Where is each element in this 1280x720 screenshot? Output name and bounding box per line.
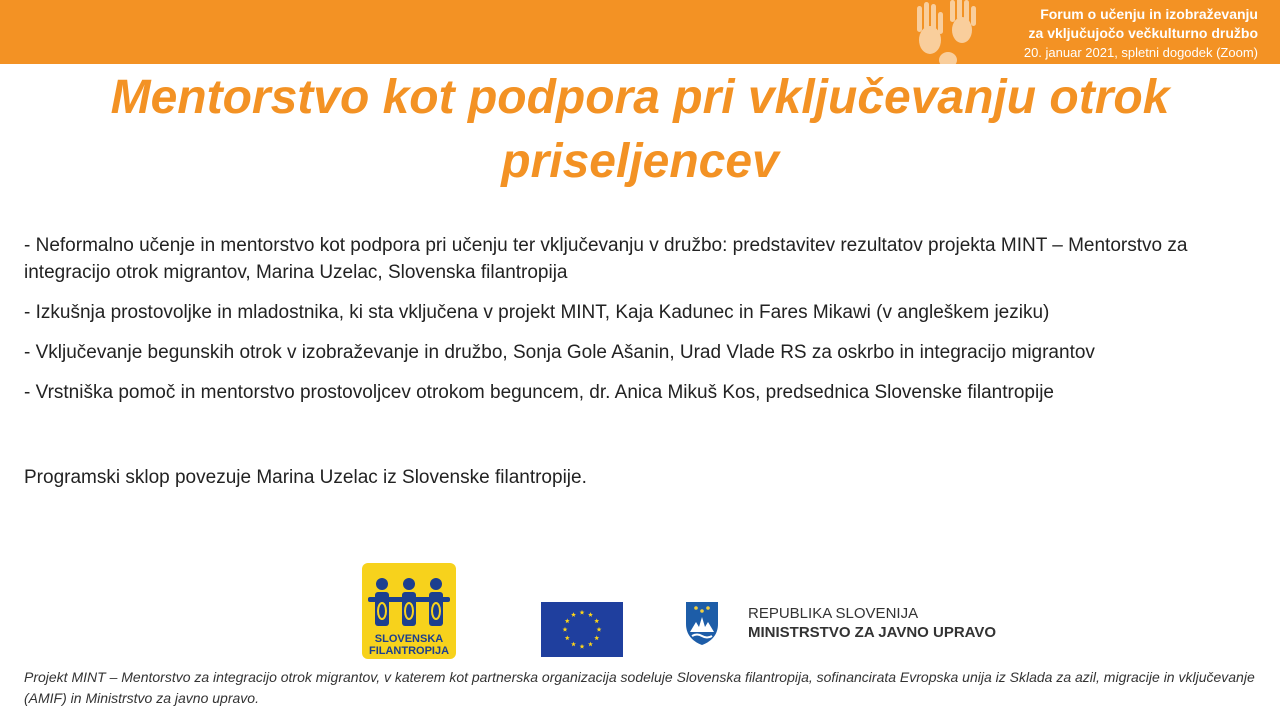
coordinator-note: Programski sklop povezuje Marina Uzelac iz Slovenske filantropije.: [24, 467, 587, 488]
ministry-logo-text: [748, 604, 1008, 642]
slovenska-filantropija-logo: [362, 563, 456, 659]
slovenia-coat-of-arms-icon: [682, 600, 722, 646]
filantropija-line1: SLOVENSKA: [374, 633, 444, 645]
filantropija-line2: FILANTROPIJA: [368, 645, 450, 657]
funding-note: Projekt MINT – Mentorstvo za integracijo otrok migrantov, v katerem kot partnerska organizacija sodeluje Slovenska filantropija, sofinancirata Evropska unija iz Sklada za azil, migracije in vključevanje (AMIF) in Ministrstvo za javno upravo.: [24, 669, 1255, 706]
ministry-line1: REPUBLIKA SLOVENIJA: [748, 605, 919, 622]
event-title-line2: za vključujočo večkulturno družbo: [1028, 25, 1258, 41]
list-item: - Vključevanje begunskih otrok v izobraževanje in družbo, Sonja Gole Ašanin, Urad Vlade RS za oskrbo in integracijo migrantov: [24, 342, 1095, 363]
header-bar: [0, 0, 1280, 64]
list-item: - Neformalno učenje in mentorstvo kot podpora pri učenju ter vključevanju v družbo: predstavitev rezultatov projekta MINT – Mentorstvo za integracijo otrok migrantov, Marina Uzelac, Slovenska filantropija: [24, 235, 1188, 283]
eu-flag-icon: [541, 602, 623, 657]
event-date: 20. januar 2021, spletni dogodek (Zoom): [1023, 45, 1258, 60]
event-title-line1: Forum o učenju in izobraževanju: [1040, 6, 1258, 22]
program-list: [24, 232, 1264, 419]
event-info: [958, 5, 1258, 62]
list-item: - Izkušnja prostovoljke in mladostnika, ki sta vključena v projekt MINT, Kaja Kadunec in Fares Mikawi (v angleškem jeziku): [24, 302, 1050, 323]
list-item: - Vrstniška pomoč in mentorstvo prostovoljcev otrokom beguncem, dr. Anica Mikuš Kos, predsednica Slovenske filantropije: [24, 382, 1054, 403]
ministry-line2: MINISTRSTVO ZA JAVNO UPRAVO: [748, 624, 997, 641]
slide-title: Mentorstvo kot podpora pri vključevanju otrok priseljencev: [110, 71, 1170, 188]
